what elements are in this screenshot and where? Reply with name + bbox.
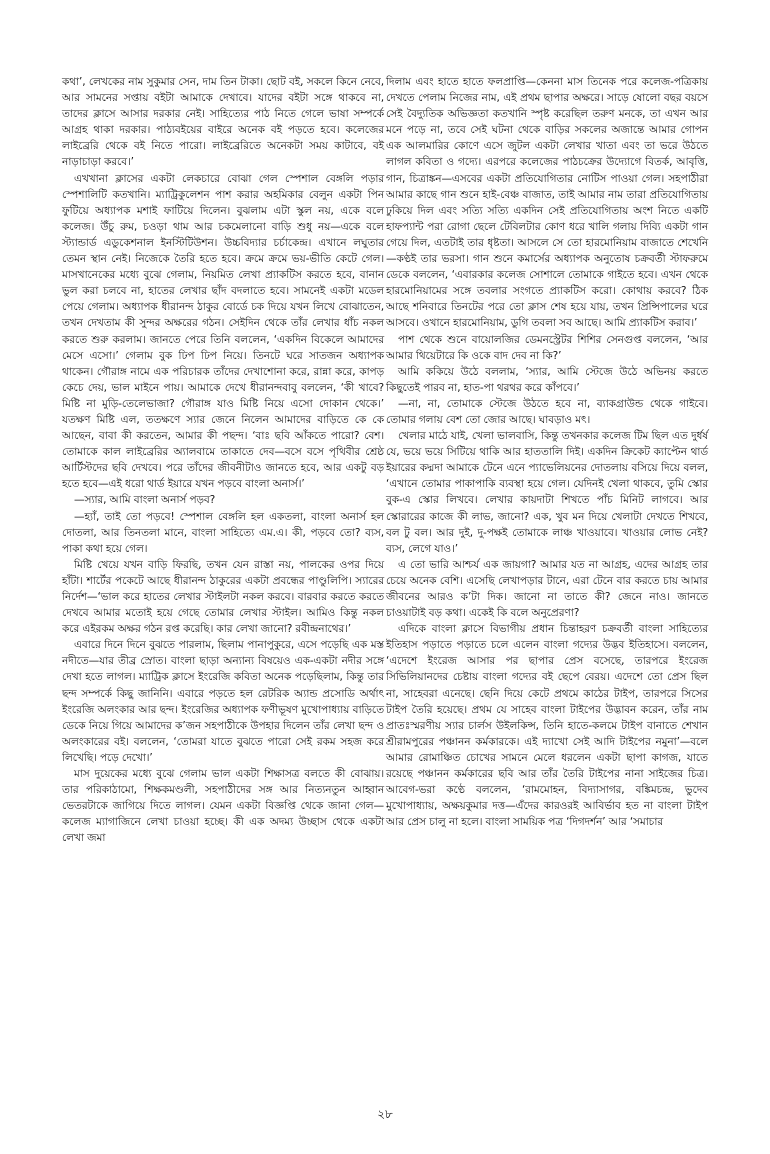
paragraph: এখখানা ক্লাসের একটা লেকচারে বোঝা গেল স্পেশাল বেঙ্গলি পড়ার স্পেশালিটি কতখানি। ম্যাট্রিকুলেশন পাশ করার অহমিকার বেলুন একটা পিন ফুটিয়ে অধ্যাপক মশাই ফাটিয়ে দিলেন। বুঝলাম এটা স্কুল নয়, একে বলে কলেজ। উঁচু রুম, চওড়া থাম আর চকমেলানো বাড়ি শুধু নয়—একে বলে স্ট্যান্ডার্ড এডুকেশনাল ইনস্টিটিউশন। উচ্চবিদ্যার চর্চাকেন্দ্র। এখানে লঘুতার তেমন স্থান নেই। নিজেকে তৈরি হতে হবে। ক্রমে ক্রমে ভয়-ভীতি কেটে গেল। মাসখানেকের মধ্যে বুঝে গেলাম, নিয়মিত লেখা প্র্যাকটিস করতে হবে, বানান ভুল করা চলবে না, হাতের লেখার ছাঁদ বদলাতে হবে। সামনেই একটা মডেল পেয়ে গেলাম। অধ্যাপক ধীরানন্দ ঠাকুর বোর্ডে চক দিয়ে যখন লিখে বোঝাতেন, তখন দেখতাম কী সুন্দর অক্ষরের গঠন। সেইদিন থেকে তাঁর লেখার ধাঁচ নকল করতে শুরু করলাম। জানতে পেরে তিনি বললেন, ‘একদিন বিকেলে আমাদের মেসে এসো।’ গেলাম বুক ঢিপ ঢিপ নিয়ে। তিনটে ঘরে সাতজন অধ্যাপক থাকেন। গৌরাঙ্গ নামে এক পরিচারক তাঁদের দেখাশোনা করে, রান্না করে, কাপড় কেচে দেয়, ভাল মাইনে পায়। আমাকে দেখে ধীরানন্দবাবু বললেন, ‘কী খাবে? মিষ্টি না মুড়ি-তেলেভাজা? গৌরাঙ্গ যাও মিষ্টি নিয়ে এসো দোকান থেকে।’ যতক্ষণ মিষ্টি এল, ততক্ষণে স্যার জেনে নিলেন আমাদের বাড়িতে কে কে আছেন, বাবা কী করতেন, আমার কী পছন্দ। ‘বাঃ ছবি আঁকতে পারো? বেশ। তোমাকে কাল লাইব্রেরির অ্যালবামে তাকাতে দেব—বসে বসে পৃথিবীর শ্রেষ্ঠ আর্টিস্টদের ছবি দেখবে। পরে তাঁদের জীবনীটাও জানতে হবে, আর একটু বড় হতে হবে—এই ধরো থার্ড ইয়ারে যখন পড়বে বাংলা অনার্স।’ xyxy=(62,172,384,491)
paragraph: দিলাম এবং হাতে হাতে ফলপ্রাপ্তি—কেননা মাস তিনেক পরে কলেজ-পত্রিকায় দেখতে পেলাম নিজের নাম, এই প্রথম ছাপার অক্ষরে। সাড়ে ষোলো বছর বয়সে সেই বৈদ্যুতিক অভিজ্ঞতা কতখানি স্পৃষ্ট করেছিল তরুণ মনকে, তা এখন আর মনে পড়ে না, তবে সেই ঘটনা থেকে বাড়ির সকলের অজান্তে আমার গোপন এক আলমারির কোণে এসে জুটল একটা লেখার খাতা এবং তা ভরে উঠতে লাগল কবিতা ও গদ্যে। এরপরে কলেজের পাঠচক্রের উদ্যোগে বিতর্ক, আবৃত্তি, গান, চিত্রাঙ্কন—এসবের একটা প্রতিযোগিতার নোটিস পাওয়া গেল। সহপাঠীরা আমার কাছে গান শুনে হাই-বেঞ্চ বাজাত, তাই আমার নাম তারা প্রতিযোগিতায় ঢুকিয়ে দিল এবং সত্যি সত্যি একদিন সেই প্রতিযোগিতায় অংশ নিতে একটি হাফপ্যান্ট পরা রোগা ছেলে টেবিলটার কোণ ধরে খালি গলায় দিব্যি একটা গান গেয়ে দিল, এতটাই তার ধৃষ্টতা। আসলে সে তো হারমোনিয়াম বাজাতে শেখেনি—কণ্ঠই তার ভরসা। গান শুনে কমার্সের অধ্যাপক অনুতোষ চক্রবর্তী স্টাফরুমে ডেকে বললেন, ‘এবারকার কলেজ সোশালে তোমাকে গাইতে হবে। এখন থেকে হারমোনিয়ামের সঙ্গে তবলার সংগতে প্র্যাকটিস করো। কোথায় করবে? ঠিক আছে শনিবারে তিনটের পরে তো ক্লাস শেষ হয়ে যায়, তখন প্রিন্সিপালের ঘরে আসবে। ওখানে হারমোনিয়াম, ডুগি তবলা সব আছে। আমি প্র্যাকটিস করাব।’ xyxy=(386,76,708,330)
paragraph: এদিকে বাংলা ক্লাসে বিভাগীয় প্রধান চিন্তাহরণ চক্রবর্তী বাংলা সাহিত্যের ইতিহাস পড়াতে পড়াতে চলে এলেন বাংলা গদ্যের উদ্ভব ইতিহাসে। বললেন, ‘এদেশে ইংরেজ আসার পর ছাপার প্রেস বসেছে, তারপরে ইংরেজ সিভিলিয়ানদের চেষ্টায় বাংলা গদ্যের বই ছেপে বেরয়। এদেশে তো প্রেস ছিল না, সাহেবরা এনেছে। ছেনি দিয়ে কেটে প্রথমে কাঠের টাইপ, তারপরে সিসের টাইপ তৈরি হয়েছে। প্রথম যে সাহেব বাংলা টাইপের উদ্ভাবন করেন, তাঁর নাম প্রাতঃস্মরণীয় স্যার চার্লস উইলকিন্স, তিনি হাতে-কলমে টাইপ বানাতে শেখান শ্রীরামপুরের পঞ্চানন কর্মকারকে। এই দ্যাখো সেই আদি টাইপের নমুনা’—বলে আমার রোমাঞ্চিত চোখের সামনে মেলে ধরলেন একটা ছাপা কাগজ, যাতে রয়েছে পঞ্চানন কর্মকারের ছবি আর তাঁর তৈরি টাইপের নানা সাইজের চিত্র। আবেগ-ভরা কণ্ঠে বললেন, ‘রামমোহন, বিদ্যাসাগর, বঙ্কিমচন্দ্র, ভুদেব মুখোপাধ্যায়, অক্ষয়কুমার দত্ত—এঁদের কারওরই আবির্ভাব হত না বাংলা টাইপ আর প্রেস চালু না হলে। বাংলা সাময়িক পত্র ‘দিগদর্শন’ আর ‘সমাচার xyxy=(386,623,708,829)
left-text-column xyxy=(62,74,384,847)
paragraph: মিষ্টি খেয়ে যখন বাড়ি ফিরছি, তখন যেন রাস্তা নয়, পালকের ওপর দিয়ে হাঁটা। শার্টের পকেটে আছে ধীরানন্দ ঠাকুরের একটা প্রবন্ধের পাণ্ডুলিপি। স্যারের নির্দেশ—‘ভাল করে হাতের লেখার স্টাইলটা নকল করবে। বারবার করতে করতে দেখবে আমার মতোই হয়ে গেছে তোমার লেখার স্টাইল। আমিও কিন্তু নকল করে এইরকম অক্ষর গঠন রপ্ত করেছি। কার লেখা জানো? রবীন্দ্রনাথের।’ xyxy=(62,558,384,636)
paragraph: —হ্যাঁ, তাই তো পড়বে! স্পেশাল বেঙ্গলি হল একতলা, বাংলা অনার্স হল দোতলা, আর তিনতলা মানে, বাংলা সাহিত্যে এম.এ। কী, পড়বে তো? ব্যস, পাকা কথা হয়ে গেল। xyxy=(62,510,384,555)
paragraph: এবারে দিনে দিনে বুঝতে পারলাম, ছিলাম পানাপুকুরে, এসে পড়েছি এক মস্ত নদীতে—যার তীব্র স্রোত। বাংলা ছাড়া অন্যান্য বিষয়েও এক-একটা নদীর সঙ্গে দেখা হতে লাগল। ম্যাট্রিক ক্লাসে ইংরেজি কবিতা অনেক পড়েছিলাম, কিন্তু তার ছন্দ সম্পর্কে কিছু জানিনি। এবারে পড়তে হল রেটরিক অ্যান্ড প্রসোডি অর্থাৎ ইংরেজি অলংকার আর ছন্দ। ইংরেজির অধ্যাপক ফণীভূষণ মুখোপাধ্যায় বাড়িতে ডেকে নিয়ে গিয়ে আমাদের ক’জন সহপাঠীকে উপহার দিলেন তাঁর লেখা ছন্দ ও অলংকারের বই। বললেন, ‘তোমরা যাতে বুঝতে পারো সেই রকম সহজ করে লিখেছি। পড়ে দেখো।’ xyxy=(62,639,384,764)
paragraph: মাস দুয়েকের মধ্যে বুঝে গেলাম ভাল একটা শিক্ষাসত্র বলতে কী বোঝায়। তার পরিকাঠামো, শিক্ষকমণ্ডলী, সহপাঠীদের সঙ্গ আর নিত্যনতুন আহ্বান ভেতরটাকে জাগিয়ে দিতে লাগল। যেমন একটা বিজ্ঞপ্তি থেকে জানা গেল—কলেজ ম্যাগাজিনে লেখা চাওয়া হচ্ছে। কী এক অদম্য উচ্ছাস থেকে একটা লেখা জমা xyxy=(62,768,384,845)
paragraph: খেলার মাঠে যাই, খেলা ভালবাসি, কিন্তু তখনকার কলেজ টিম ছিল এত দুর্ধর্ষ যে, ভয়ে ভয়ে সিটিয়ে থাকি আর হাততালি দিই। একদিন ক্রিকেট ক্যাপ্টেন থার্ড ইয়ারের কদ্মদা আমাকে টেনে এনে প্যাভেলিয়নের দোতলায় বসিয়ে দিয়ে বলল, ‘এখানে তোমার পাকাপাকি ব্যবস্থা হয়ে গেল। যেদিনই খেলা থাকবে, তুমি স্কোর বুক-এ স্কোর লিখবে। লেখার কায়দাটা শিখতে পাঁচ মিনিট লাগবে। আর স্কোরারের কাজে কী লাভ, জানো? এক, খুব মন দিয়ে খেলাটা দেখতে শিখবে, বল টু বল। আর দুই, দু-পক্ষই তোমাকে লাঞ্চ খাওয়াবে। খাওয়ার লোভ নেই? ব্যস, লেগে যাও।’ xyxy=(386,430,708,555)
right-text-column xyxy=(386,74,708,830)
paragraph: কথা’, লেখকের নাম সুকুমার সেন, দাম তিন টাকা। ছোট বই, সকলে কিনে নেবে, আর সামনের সপ্তায় বইটা আমাকে দেখাবে। যাদের বইটা সঙ্গে থাকবে না, তাদের ক্লাসে আসার দরকার নেই। সাহিত্যের পাঠ নিতে গেলে ভাষা সম্পর্কে আগ্রহ থাকা দরকার। পাঠ্যবইয়ের বাইরে অনেক বই পড়তে হবে। কলেজের লাইব্রেরি থেকে বই নিতে পারো। লাইব্রেরিতে অনেকটা সময় কাটাবে, বই নাড়াচাড়া করবে।’ xyxy=(62,76,384,169)
paragraph: এ তো ভারি আশ্চর্য এক জায়গা? আমার যত না আগ্রহ, এদের আগ্রহ তার চেয়ে অনেক বেশি। এসেছি লেখাপড়ার টানে, এরা টেনে বার করতে চায় আমার জীবনের আরও ক’টা দিক। জানো না তাতে কী? জেনে নাও। জানতে চাওয়াটাই বড় কথা। একেই কি বলে অনুপ্রেরণা? xyxy=(386,558,708,620)
paragraph: —স্যার, আমি বাংলা অনার্স পড়ব? xyxy=(74,494,216,507)
paragraph: আমি ককিয়ে উঠে বললাম, ‘স্যার, আমি স্টেজে উঠে অভিনয় করতে কিছুতেই পারব না, হাত-পা থরথর করে কাঁপবে।’ xyxy=(386,365,708,394)
paragraph: পাশ থেকে শুনে বায়োলজির ডেমনস্ট্রেটর শিশির সেনগুপ্ত বললেন, ‘আর আমার থিয়েটারে কি ওকে বাদ দেব না কি?’ xyxy=(386,333,708,362)
page-number: ২৮ xyxy=(377,1107,393,1121)
paragraph: —না, না, তোমাকে স্টেজে উঠতে হবে না, ব্যাকগ্রাউন্ড থেকে গাইবে। তোমার গলায় বেশ তো জোর আছে। ঘাবড়াও মৎ। xyxy=(386,397,708,426)
